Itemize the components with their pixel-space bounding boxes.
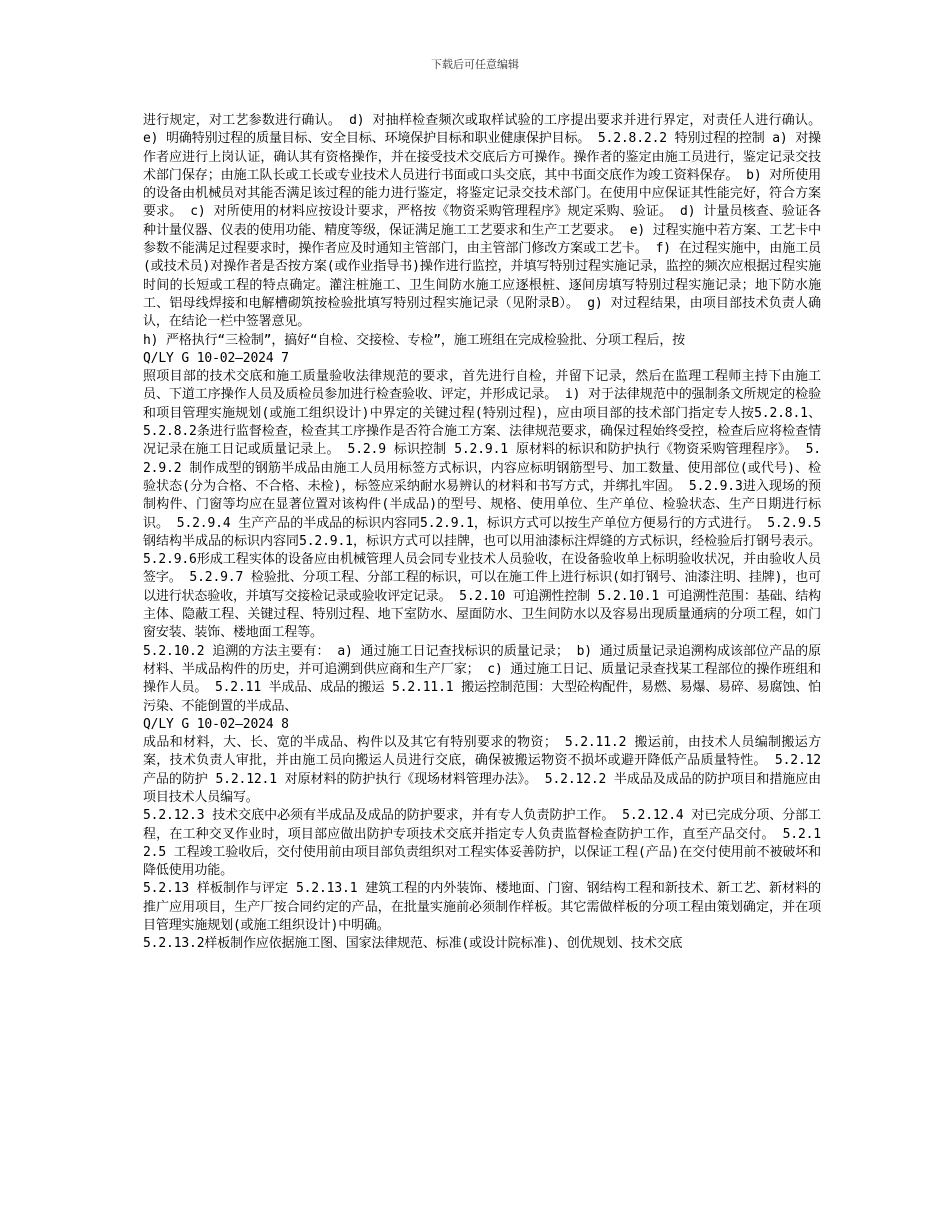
paragraph-three-inspection: h) 严格执行“三检制”，搞好“自检、交接检、专检”，施工班组在完成检验批、分项工程后，按 [143,332,686,348]
paragraph-special-process-control: 进行规定，对工艺参数进行确认。 d) 对抽样检查频次或取样试验的工序提出要求并进行界定，对责任人进行确认。 e) 明确特别过程的质量目标、安全目标、环境保护目标和职业健康保护目标。 5.2.8.2.2 特别过程的控制 a) 对操作者应进行上岗认证，确认其有资格操作，并在接受技术交底后方可操作。操作者的鉴定由施工员进行，鉴定记录交技术部门保存；由施工队长或工长或专业技术人员进行书面或口头交底，其中书面交底作为竣工资料保存。 b) 对所使用的设备由机械员对其能否满足该过程的能力进行鉴定，将鉴定记录交技术部门。在使用中应保证其性能完好，符合方案要求。 c) 对所使用的材料应按设计要求，严格按《物资采购管理程序》规定采购、验证。 d) 计量员核查、验证各种计量仪器、仪表的使用功能、精度等级，保证满足施工工艺要求和生产工艺要求。 e) 过程实施中若方案、工艺卡中参数不能满足过程要求时，操作者应及时通知主管部门，由主管部门修改方案或工艺卡。 f) 在过程实施中，由施工员(或技术员)对操作者是否按方案(或作业指导书)操作进行监控，并填写特别过程实施记录，监控的频次应根据过程实施时间的长短或工程的特点确定。灌注桩施工、卫生间防水施工应逐根桩、逐间房填写特别过程实施记录；地下防水施工、铝母线焊接和电解槽砌筑按检验批填写特别过程实施记录（见附录B）。 g) 对过程结果，由项目部技术负责人确认，在结论一栏中签署意见。 [143,113,821,330]
page-number-8: Q/LY G 10-02—2024 8 [143,716,289,732]
document-body [143,112,821,954]
paragraph-traceability-methods: 5.2.10.2 追溯的方法主要有： a) 通过施工日记查找标识的质量记录； b) 通过质量记录追溯构成该部位产品的原材料、半成品构件的历史，并可追溯到供应商和生产厂家； c) 通过施工日记、质量记录查找某工程部位的操作班组和操作人员。 5.2.11 半成品、成品的搬运 5.2.11.1 搬运控制范围：大型砼构配件，易燃、易爆、易碎、易腐蚀、怕污染、不能倒置的半成品、 [143,643,821,714]
paragraph-sample-basis: 5.2.13.2样板制作应依据施工图、国家法律规范、标准(或设计院标准)、创优规划、技术交底 [143,936,683,952]
paragraph-identification-control: 照项目部的技术交底和施工质量验收法律规范的要求，首先进行自检，并留下记录，然后在监理工程师主持下由施工员、下道工序操作人员及质检员参加进行检查验收、评定，并形成记录。 i) 对于法律规范中的强制条文所规定的检验和项目管理实施规划(或施工组织设计)中界定的关键过程(特别过程)，应由项目部的技术部门指定专人按5.2.8.1、5.2.8.2条进行监督检查，检查其工序操作是否符合施工方案、法律规范要求，确保过程始终受控，检查后应将检查情况记录在施工日记或质量记录上。 5.2.9 标识控制 5.2.9.1 原材料的标识和防护执行《物资采购管理程序》。 5.2.9.2 制作成型的钢筋半成品由施工人员用标签方式标识，内容应标明钢筋型号、加工数量、使用部位(或代号)、检验状态(分为合格、不合格、未检)，标签应采纳耐水易辨认的材料和书写方式，并绑扎牢固。 5.2.9.3进入现场的预制构件、门窗等均应在显著位置对该构件(半成品)的型号、规格、使用单位、生产单位、检验状态、生产日期进行标识。 5.2.9.4 生产产品的半成品的标识内容同5.2.9.1，标识方式可以按生产单位方便易行的方式进行。 5.2.9.5 钢结构半成品的标识内容同5.2.9.1，标识方式可以挂牌，也可以用油漆标注焊缝的方式标识，经检验后打钢号表示。 5.2.9.6形成工程实体的设备应由机械管理人员会同专业技术人员验收，在设备验收单上标明验收状况，并由验收人员签字。 5.2.9.7 检验批、分项工程、分部工程的标识，可以在施工件上进行标识(如打钢号、油漆注明、挂牌)，也可以进行状态验收，并填写交接检记录或验收评定记录。 5.2.10 可追溯性控制 5.2.10.1 可追溯性范围：基础、结构主体、隐蔽工程、关键过程、特别过程、地下室防水、屋面防水、卫生间防水以及容易出现质量通病的分项工程，如门窗安装、装饰、楼地面工程等。 [143,369,821,641]
page-number-7: Q/LY G 10-02—2024 7 [143,350,289,366]
page-header: 下载后可任意编辑 [431,58,519,71]
paragraph-protection-requirements: 5.2.12.3 技术交底中必须有半成品及成品的防护要求，并有专人负责防护工作。 5.2.12.4 对已完成分项、分部工程，在工种交叉作业时，项目部应做出防护专项技术交底并指定专人负责监督检查防护工作，直至产品交付。 5.2.12.5 工程竣工验收后，交付使用前由项目部负责组织对工程实体妥善防护，以保证工程(产品)在交付使用前不被破坏和降低使用功能。 [143,808,821,879]
paragraph-handling-protection: 成品和材料，大、长、宽的半成品、构件以及其它有特别要求的物资； 5.2.11.2 搬运前，由技术人员编制搬运方案，技术负责人审批，并由施工员向搬运人员进行交底，确保被搬运物资不损坏或避开降低产品质量特性。 5.2.12 产品的防护 5.2.12.1 对原材料的防护执行《现场材料管理办法》。 5.2.12.2 半成品及成品的防护项目和措施应由项目技术人员编写。 [143,735,821,805]
paragraph-sample-making: 5.2.13 样板制作与评定 5.2.13.1 建筑工程的内外装饰、楼地面、门窗、钢结构工程和新技术、新工艺、新材料的推广应用项目，生产厂按合同约定的产品，在批量实施前必须制作样板。其它需做样板的分项工程由策划确定，并在项目管理实施规划(或施工组织设计)中明确。 [143,881,821,934]
